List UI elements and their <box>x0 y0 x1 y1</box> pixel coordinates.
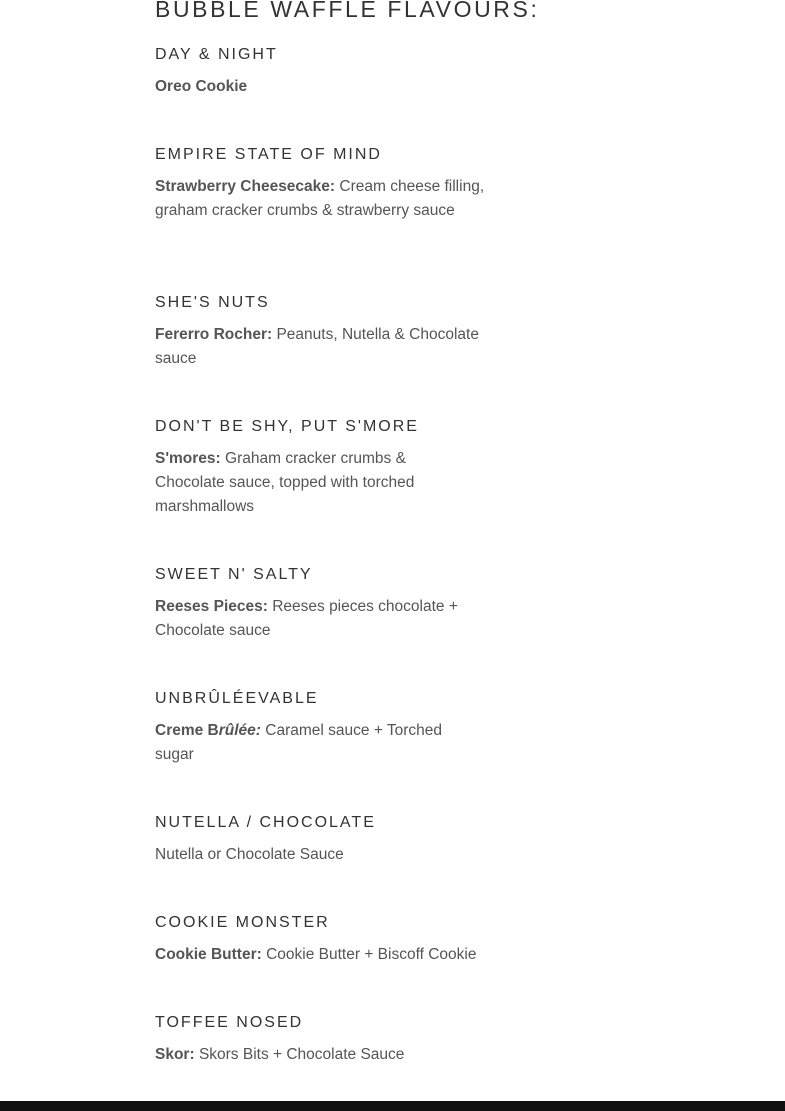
item-description-block <box>155 75 500 99</box>
item-description-block <box>155 843 500 867</box>
item-description: Peanuts, Nutella & Chocolate sauce <box>155 326 479 367</box>
item-flavor: Oreo Cookie <box>155 78 248 95</box>
item-description-block <box>155 719 465 767</box>
menu-title: BUBBLE WAFFLE FLAVOURS: <box>155 0 540 22</box>
item-name: TOFFEE NOSED <box>155 1014 304 1031</box>
item-name: NUTELLA / CHOCOLATE <box>155 814 376 831</box>
item-name: UNBRÛLÉEVABLE <box>155 690 319 707</box>
item-flavor: Fererro Rocher: <box>155 326 273 343</box>
item-flavor-regular: Creme B <box>155 722 219 739</box>
item-description: Cookie Butter + Biscoff Cookie <box>266 946 477 963</box>
item-description-block <box>155 595 480 643</box>
item-name: SHE'S NUTS <box>155 294 270 311</box>
menu-item-cookie-monster <box>155 913 500 967</box>
menu-item-day-and-night <box>155 45 500 99</box>
item-description-block <box>155 323 500 371</box>
item-name: EMPIRE STATE OF MIND <box>155 146 382 163</box>
item-name: DON'T BE SHY, PUT S'MORE <box>155 418 419 435</box>
item-description: Reeses pieces chocolate + Chocolate sauce <box>155 598 458 639</box>
item-name: SWEET N' SALTY <box>155 566 313 583</box>
item-flavor: Cookie Butter: <box>155 946 262 963</box>
menu-item-dont-be-shy <box>155 417 500 519</box>
item-description-block <box>155 447 455 519</box>
item-flavor-italic: rûlée: <box>218 722 261 739</box>
item-name: DAY & NIGHT <box>155 46 278 63</box>
item-description: Cream cheese filling, graham cracker crumbs & strawberry sauce <box>155 178 485 219</box>
menu-item-toffee-nosed <box>155 1013 500 1067</box>
item-description: Caramel sauce + Torched sugar <box>155 722 443 763</box>
item-flavor: Reeses Pieces: <box>155 598 268 615</box>
item-flavor: S'mores: <box>155 450 221 467</box>
menu-item-unbruleevable <box>155 689 500 767</box>
item-flavor: Skor: <box>155 1046 195 1063</box>
menu-item-empire-state-of-mind <box>155 145 500 223</box>
item-description: Skors Bits + Chocolate Sauce <box>198 1046 405 1063</box>
menu-item-shes-nuts <box>155 293 500 371</box>
item-description-block <box>155 1043 500 1067</box>
item-name: COOKIE MONSTER <box>155 914 330 931</box>
item-flavor: Strawberry Cheesecake: <box>155 178 336 195</box>
menu-item-sweet-n-salty <box>155 565 500 643</box>
item-description: Graham cracker crumbs & Chocolate sauce, topped with torched marshmallows <box>155 450 415 515</box>
item-description-block <box>155 943 500 967</box>
item-description-block <box>155 175 500 223</box>
footer-bar <box>0 1101 785 1111</box>
menu-item-nutella-chocolate <box>155 813 500 867</box>
item-description: Nutella or Chocolate Sauce <box>155 846 344 863</box>
item-flavor <box>155 722 261 739</box>
